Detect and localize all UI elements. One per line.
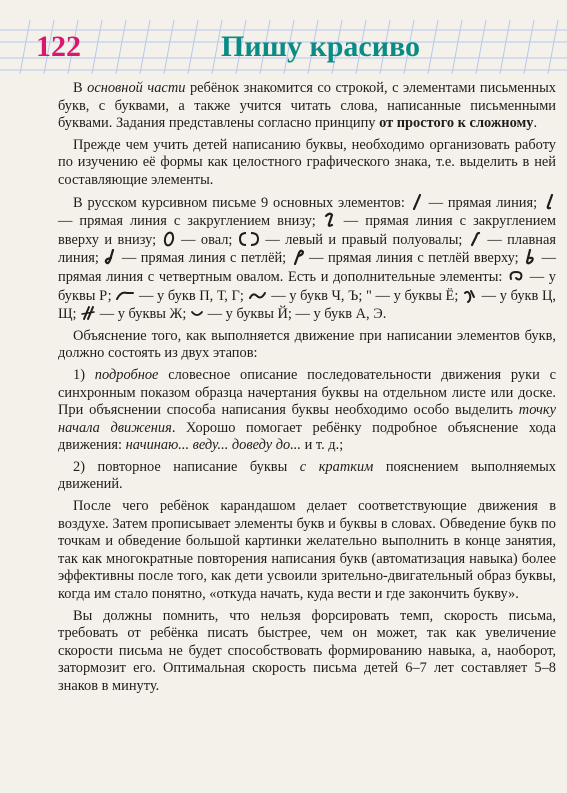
smooth-line-icon <box>468 231 482 247</box>
grid-slant-line <box>188 20 198 74</box>
page-header <box>0 18 567 78</box>
paragraph-5: 1) подробное словесное описание последовательности движения руки с синхронным показом образца начертания буквы на отдельном листе или доске. При объяснении способа написания буквы необходимо особо выделить точку начала движения. Хорошо помогает ребёнку подробное объяснение хода движения: начинаю... веду... доведу до... и т. д.; <box>58 366 556 454</box>
paragraph-7: После чего ребёнок карандашом делает соответствующие движения в воздухе. Затем прописывает элементы букв и буквы в словах. Обведение букв по точкам и обведение большой картинки желательно выполнить в конце занятия, так как многократные повторения написания букв (автоматизация навыка) более эффективны после того, как дети усвоили зрительно-двигательный образ буквы, когда им стало понятно, «откуда начать, куда вести и где закончить букву». <box>58 498 556 603</box>
oval-icon <box>162 231 176 247</box>
p-t-g-element-icon <box>115 287 135 303</box>
grid-slant-line <box>140 20 150 74</box>
paragraph-1: В основной части ребёнок знакомится со строкой, с элементами письменных букв, с буквами, а также учится читать слова, написанные письменными буквами. Задания представлены согласно принципу от простого к сложному. <box>58 80 556 132</box>
breve-element-icon <box>190 305 204 321</box>
straight-line-icon <box>410 194 424 210</box>
line-top-loop-icon <box>291 249 305 265</box>
grid-slant-line <box>452 20 462 74</box>
grid-slant-line <box>476 20 486 74</box>
paragraph-4: Объяснение того, как выполняется движение при написании элементов букв, должно состоять из двух этапов: <box>58 327 556 362</box>
grid-slant-line <box>116 20 126 74</box>
line-bottom-hook-icon <box>542 194 556 210</box>
grid-slant-line <box>428 20 438 74</box>
grid-slant-line <box>548 20 558 74</box>
main-text <box>58 80 556 700</box>
grid-slant-line <box>500 20 510 74</box>
paragraph-6: 2) повторное написание буквы с кратким пояснением выполняемых движений. <box>58 458 556 493</box>
paragraph-8: Вы должны помнить, что нельзя форсировать темп, скорость письма, требовать от ребёнка писать быстрее, чем он может, так как увеличение скорости письма не будет способствовать формированию навыка, а, наоборот, затормозит его. Оптимальная скорость письма детей 6–7 лет составляет 5–8 знаков в минуту. <box>58 607 556 694</box>
zh-element-icon <box>80 305 96 321</box>
line-top-bottom-hook-icon <box>323 212 337 228</box>
half-ovals-icon <box>238 231 260 247</box>
paragraph-3: В русском курсивном письме 9 основных элементов: — прямая линия; — прямая линия с закруглением внизу; — прямая линия с закруглением вверху и внизу; — овал; — левый и правый полуовалы; — плавная линия; — прямая линия с петлёй; — прямая линия с петлёй вверху; — прямая линия с четвертным овалом. Есть и дополнительные элементы: — у буквы Р; — у букв П, Т, Г; — у букв Ч, Ъ; " — у буквы Ё; — у букв Ц, Щ; — у буквы Ж; — у буквы Й; — у букв А, Э. <box>58 194 557 323</box>
paragraph-2: Прежде чем учить детей написанию буквы, необходимо организовать работу по изучению её формы как целостного графического знака, т.е. выделить в ней составляющие элементы. <box>58 136 556 188</box>
grid-slant-line <box>524 20 534 74</box>
line-with-loop-icon <box>103 249 117 265</box>
r-element-icon <box>507 268 525 284</box>
page-title: Пишу красиво <box>221 30 421 63</box>
grid-slant-line <box>20 20 30 74</box>
line-quarter-oval-icon <box>523 249 537 265</box>
grid-slant-line <box>92 20 102 74</box>
grid-slant-line <box>164 20 174 74</box>
page-number: 122 <box>36 30 81 63</box>
ts-element-icon <box>462 287 478 303</box>
ch-element-icon <box>248 287 268 303</box>
